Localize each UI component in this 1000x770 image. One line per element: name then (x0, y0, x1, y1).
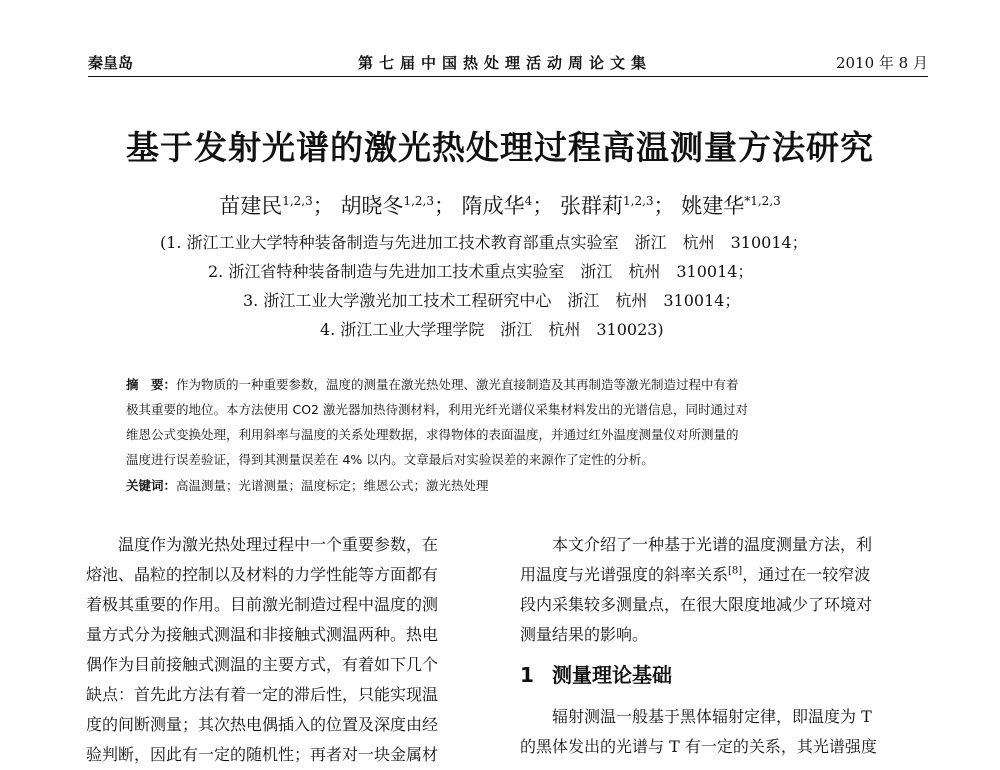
body-line: 用温度与光谱强度的斜率关系[8]，通过在一较窄波 (520, 565, 871, 584)
section-title: 测量理论基础 (552, 663, 672, 687)
keywords-label: 关键词： (126, 478, 177, 493)
author: 胡晓冬$^{1,2,3}$； (340, 194, 455, 218)
header-right: 2010 年 8 月 (835, 54, 928, 72)
affiliation-line: 3. 浙江工业大学激光加工技术工程研究中心 浙江 杭州 310014； (243, 291, 741, 310)
section-heading (520, 660, 920, 690)
abstract-line: 极其重要的地位。本方法使用 CO2 激光器加热待测材料，利用光纤光谱仪采集材料发出的光谱信息，同时通过对 (126, 402, 748, 417)
right-column (520, 530, 920, 762)
body-line: 本文介绍了一种基于光谱的温度测量方法，利 (552, 535, 873, 554)
section-number: 1 (520, 663, 534, 687)
paper-title: 基于发射光谱的激光热处理过程高温测量方法研究 (126, 128, 874, 167)
affiliations (0, 228, 1000, 344)
affiliation-line: 2. 浙江省特种装备制造与先进加工技术重点实验室 浙江 杭州 310014； (208, 262, 754, 281)
body-line: 量方式分为接触式测温和非接触式测温两种。热电 (86, 625, 439, 644)
author: 姚建华$^{*1,2,3}$ (681, 194, 781, 218)
body-line: 着极其重要的作用。目前激光制造过程中温度的测 (86, 595, 439, 614)
author: 张群莉$^{1,2,3}$； (560, 194, 675, 218)
author: 苗建民$^{1,2,3}$； (219, 194, 334, 218)
abstract-line: 温度进行误差验证，得到其测量误差在 4% 以内。文章最后对实验误差的来源作了定性的分析。 (126, 452, 654, 467)
body-line: 熔池、晶粒的控制以及材料的力学性能等方面都有 (86, 565, 439, 584)
body-line: 偶作为目前接触式测温的主要方式，有着如下几个 (86, 655, 439, 674)
left-column (86, 530, 498, 770)
body-line: 辐射测温一般基于黑体辐射定律，即温度为 T (552, 707, 872, 726)
abstract-line: 作为物质的一种重要参数，温度的测量在激光热处理、激光直接制造及其再制造等激光制造过程中有着 (176, 377, 739, 392)
body-line: 测量结果的影响。 (520, 625, 649, 644)
running-header (88, 48, 928, 74)
citation: [8] (728, 565, 743, 577)
affiliation-line: (1. 浙江工业大学特种装备制造与先进加工技术教育部重点实验室 浙江 杭州 310014； (160, 233, 808, 252)
abstract (126, 372, 894, 472)
header-center: 第七届中国热处理活动周论文集 (358, 54, 653, 72)
body-line: 段内采集较多测量点，在很大限度地减少了环境对 (520, 595, 873, 614)
header-rule (88, 76, 928, 77)
header-left: 秦皇岛 (88, 54, 134, 72)
abstract-label: 摘 要： (126, 377, 177, 392)
author-list (0, 190, 1000, 220)
keywords-text: 高温测量；光谱测量；温度标定；维恩公式；激光热处理 (176, 478, 489, 493)
body-line: 验判断，因此有一定的随机性；再者对一块金属材 (86, 745, 439, 764)
body-line: 缺点：首先此方法有着一定的滞后性，只能实现温 (86, 685, 439, 704)
body-line: 的黑体发出的光谱与 T 有一定的关系，其光谱强度 (520, 737, 877, 756)
author: 隋成华$^4$； (461, 194, 554, 218)
keywords (126, 476, 894, 494)
abstract-line: 维恩公式变换处理，利用斜率与温度的关系处理数据，求得物体的表面温度，并通过红外温度测量仪对所测量的 (126, 427, 739, 442)
body-line: 度的间断测量；其次热电偶插入的位置及深度由经 (86, 715, 439, 734)
body-line: 温度作为激光热处理过程中一个重要参数，在 (118, 535, 439, 554)
affiliation-line: 4. 浙江工业大学理学院 浙江 杭州 310023) (320, 320, 664, 339)
